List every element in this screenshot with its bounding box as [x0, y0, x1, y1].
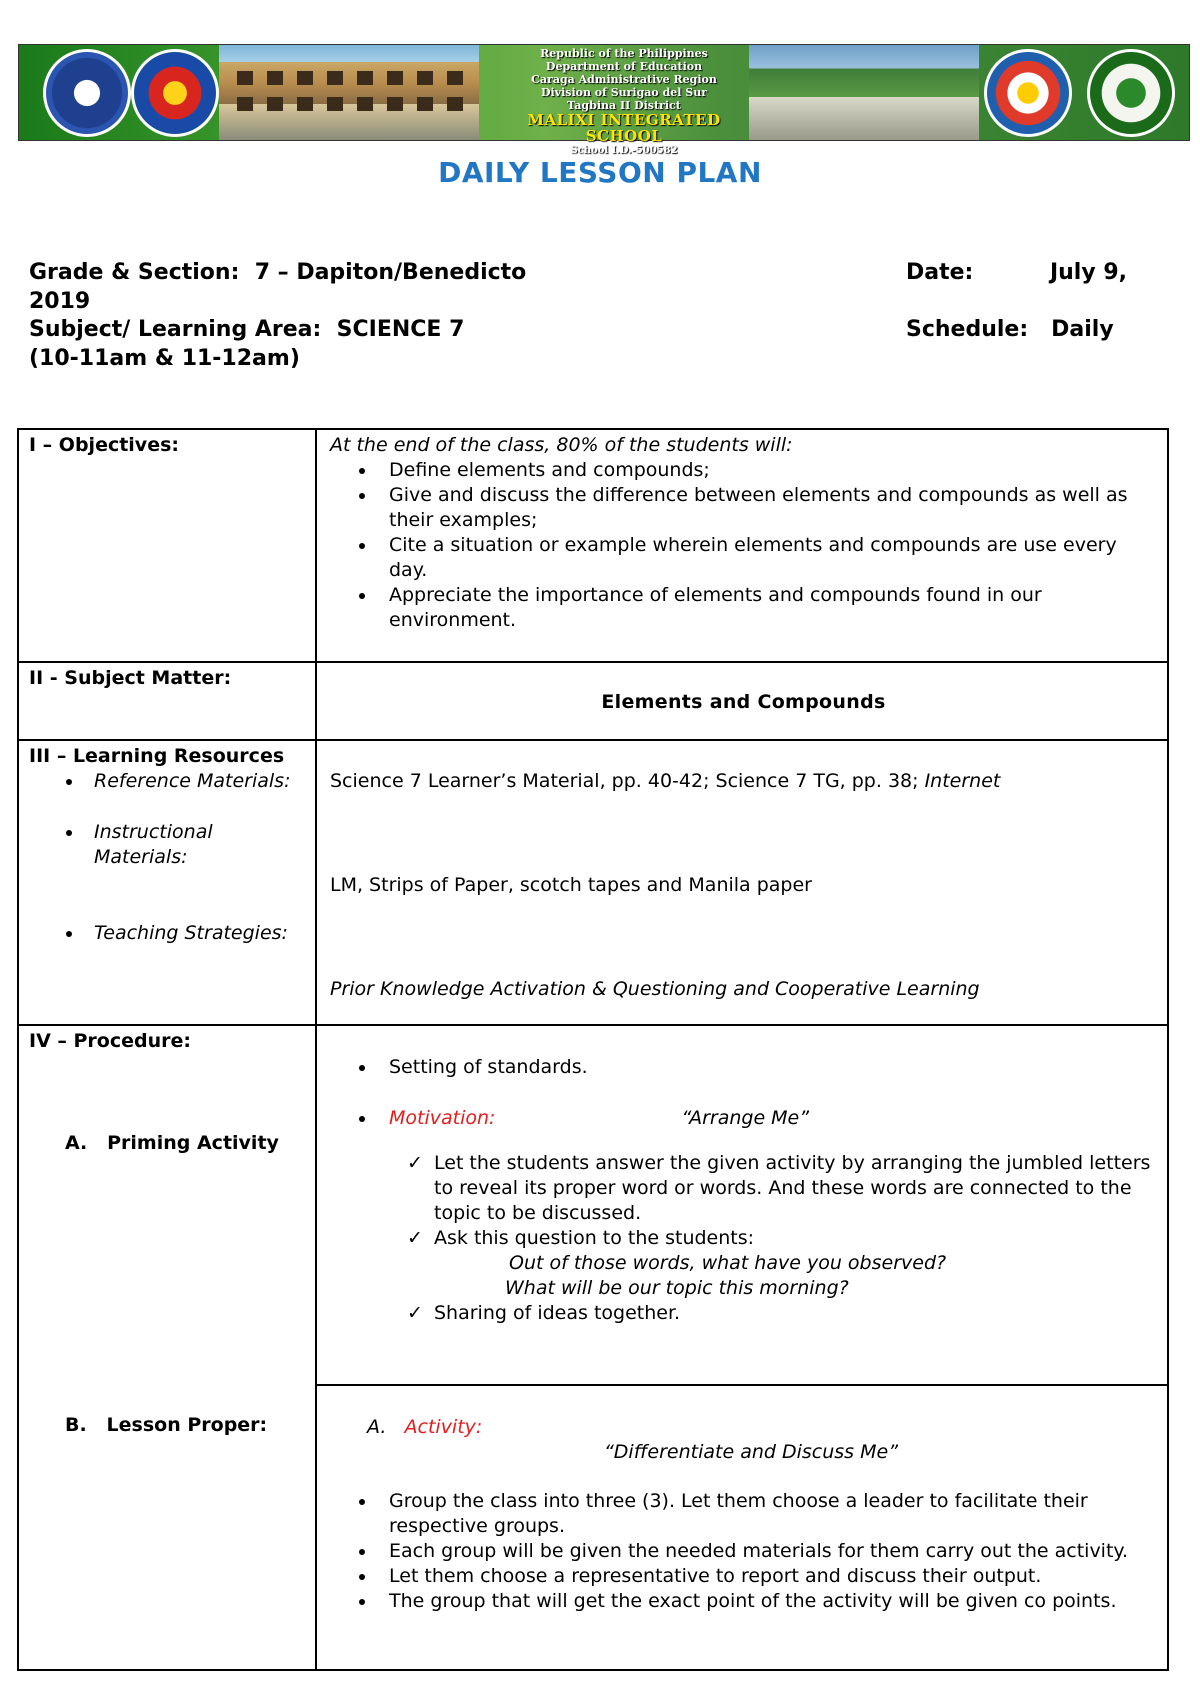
- activity-heading: [330, 1415, 1157, 1440]
- date-year: 2019: [29, 289, 91, 314]
- schedule-label: Schedule:: [906, 317, 1029, 342]
- motivation-title: “Arrange Me”: [681, 1107, 810, 1129]
- date-value: July 9,: [1049, 260, 1127, 285]
- subject-matter-label: II - Subject Matter:: [29, 667, 232, 689]
- motivation-steps: [317, 1151, 1157, 1251]
- lesson-plan-table: [17, 428, 1169, 1671]
- list-item: Group the class into three (3). Let them choose a leader to facilitate their respective groups.: [317, 1489, 1157, 1539]
- activity-title: “Differentiate and Discuss Me”: [603, 1441, 899, 1463]
- teaching-strategies-value: Prior Knowledge Activation & Questioning and Cooperative Learning: [330, 978, 980, 1000]
- activity-label: Activity:: [404, 1416, 483, 1438]
- deped-logo-icon: [131, 49, 219, 137]
- subject-row: [29, 315, 1149, 373]
- lesson-proper-content-cell: [316, 1385, 1168, 1670]
- campus-photo: [749, 45, 979, 140]
- date-label: Date:: [906, 260, 974, 285]
- list-item: The group that will get the exact point of the activity will be given co points.: [317, 1589, 1157, 1614]
- reference-materials-label: Reference Materials:: [19, 769, 305, 794]
- guide-question: Out of those words, what have you observed?: [509, 1252, 947, 1274]
- grade-section-row: [29, 258, 1149, 316]
- date-field: [906, 258, 1127, 287]
- deped-seal-icon: [43, 49, 131, 137]
- reference-internet-text: Internet: [924, 770, 1001, 792]
- activity-list: [317, 1489, 1157, 1614]
- banner-line: Department of Education: [545, 60, 703, 73]
- procedure-priming-row: [18, 1025, 1168, 1385]
- banner-heading: [489, 47, 759, 157]
- list-item: ✓ Sharing of ideas together.: [407, 1302, 681, 1324]
- list-item: Setting of standards.: [317, 1055, 1157, 1080]
- activity-letter: A.: [367, 1416, 387, 1438]
- priming-activity-label: A. Priming Activity: [65, 1132, 279, 1154]
- teaching-strategies-label: Teaching Strategies:: [19, 921, 305, 946]
- grade-value: 7 – Dapiton/Benedicto: [254, 260, 527, 285]
- banner-school-name: MALIXI INTEGRATED SCHOOL: [527, 111, 721, 145]
- motivation-label: Motivation:: [389, 1107, 496, 1129]
- subject-matter-value: Elements and Compounds: [601, 691, 886, 713]
- subject-label: Subject/ Learning Area:: [29, 317, 322, 342]
- procedure-label: IV – Procedure:: [29, 1030, 191, 1052]
- banner-line: Caraga Administrative Region: [531, 73, 717, 86]
- list-item: Give and discuss the difference between elements and compounds as well as their examples;: [317, 483, 1157, 533]
- guide-question: What will be our topic this morning?: [505, 1277, 849, 1299]
- priming-content-cell: [316, 1025, 1168, 1385]
- instructional-materials-value: LM, Strips of Paper, scotch tapes and Manila paper: [330, 874, 812, 896]
- objectives-intro: At the end of the class, 80% of the students will:: [330, 434, 793, 456]
- schedule-field: [906, 315, 1114, 344]
- grade-label: Grade & Section:: [29, 260, 240, 285]
- school-seal-icon: [1087, 49, 1175, 137]
- schedule-time: (10-11am & 11-12am): [29, 346, 300, 371]
- banner-line: Republic of the Philippines: [540, 47, 708, 60]
- banner-line: Division of Surigao del Sur: [540, 86, 708, 99]
- lesson-proper-label: B. Lesson Proper:: [65, 1414, 268, 1436]
- school-banner: [18, 44, 1190, 156]
- check-icon: ✓: [407, 1227, 423, 1249]
- list-item: ✓ Let the students answer the given activity by arranging the jumbled letters to reveal its proper word or words. And these words are connected to the topic to be discussed.: [407, 1152, 1151, 1224]
- objectives-content-cell: [316, 429, 1168, 662]
- subject-matter-content-cell: [316, 662, 1168, 740]
- list-item: Define elements and compounds;: [317, 458, 1157, 483]
- school-building-photo: [219, 45, 479, 140]
- motivation-steps-end: [317, 1301, 1157, 1326]
- instructional-materials-label: Instructional Materials:: [19, 820, 305, 870]
- district-seal-icon: [984, 49, 1072, 137]
- objectives-list: [317, 458, 1157, 633]
- subject-value: SCIENCE 7: [336, 317, 465, 342]
- resources-label-cell: [18, 740, 316, 1025]
- priming-list: [317, 1055, 1157, 1131]
- procedure-label-cell: [18, 1025, 316, 1670]
- list-item: ✓ Ask this question to the students:: [407, 1227, 755, 1249]
- reference-materials-text: Science 7 Learner’s Material, pp. 40-42; Science 7 TG, pp. 38;: [330, 770, 919, 792]
- list-item: Each group will be given the needed materials for them carry out the activity.: [317, 1539, 1157, 1564]
- objectives-row: [18, 429, 1168, 662]
- list-item: Appreciate the importance of elements and compounds found in our environment.: [317, 583, 1157, 633]
- reference-materials-value: [330, 769, 1157, 794]
- check-icon: ✓: [407, 1152, 423, 1174]
- list-item: Let them choose a representative to report and discuss their output.: [317, 1564, 1157, 1589]
- list-item: Cite a situation or example wherein elements and compounds are use every day.: [317, 533, 1157, 583]
- resources-content-cell: [316, 740, 1168, 1025]
- check-icon: ✓: [407, 1302, 423, 1324]
- page-title: DAILY LESSON PLAN: [438, 156, 762, 189]
- banner-school-id: School I.D.-500582: [570, 145, 678, 156]
- subject-matter-label-cell: [18, 662, 316, 740]
- objectives-label: I – Objectives:: [29, 434, 179, 456]
- resources-row: [18, 740, 1168, 1025]
- schedule-value: Daily: [1051, 317, 1114, 342]
- resources-label: III – Learning Resources: [29, 745, 285, 767]
- banner-line: Tagbina II District: [567, 99, 681, 112]
- subject-matter-row: [18, 662, 1168, 740]
- list-item: [317, 1106, 1157, 1131]
- objectives-label-cell: [18, 429, 316, 662]
